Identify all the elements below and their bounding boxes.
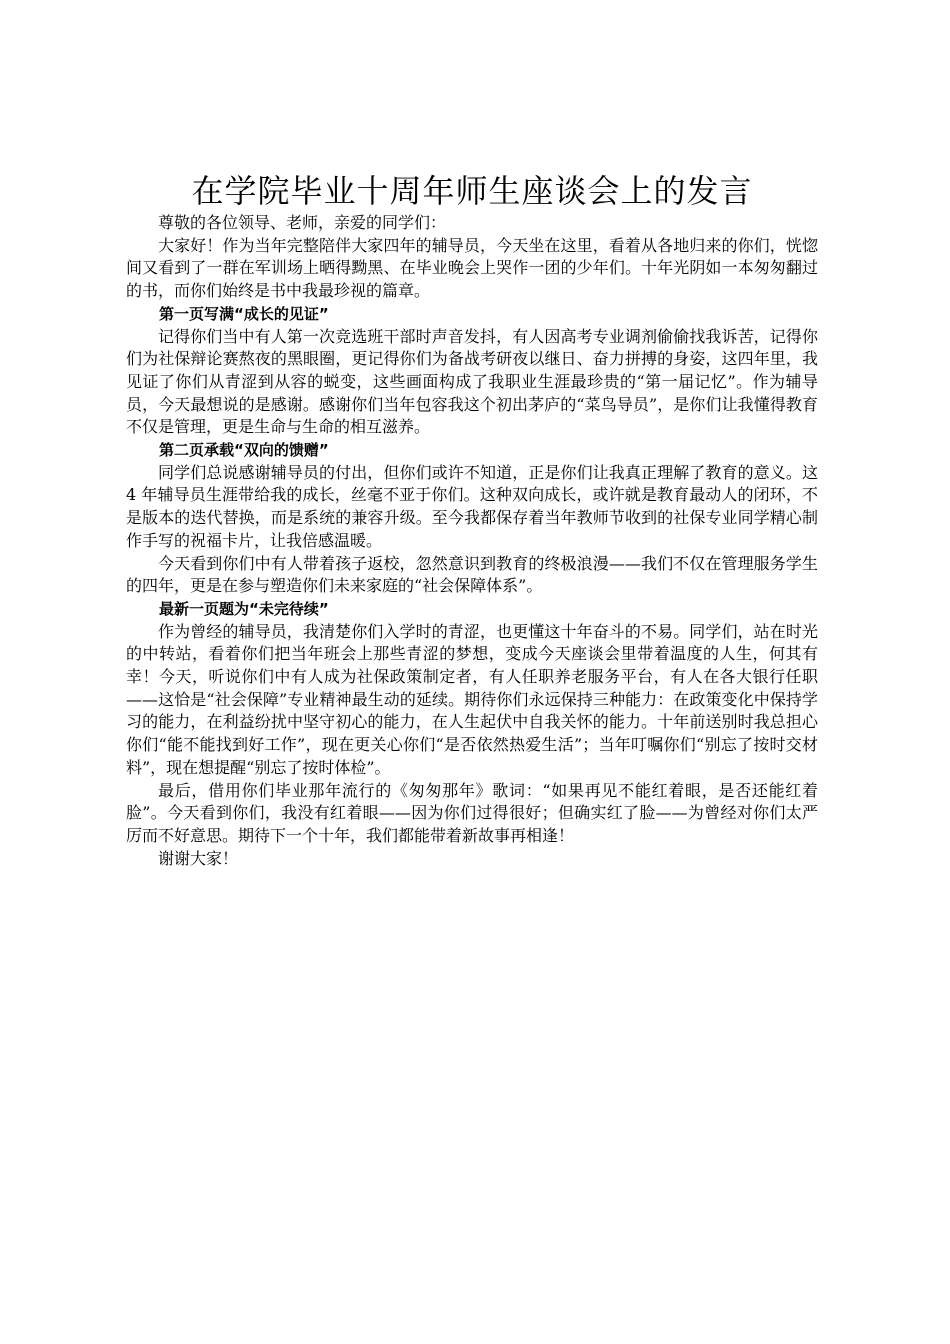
intro-paragraph: 大家好！作为当年完整陪伴大家四年的辅导员，今天坐在这里，看着从各地归来的你们，恍惚间又看到了一群在军训场上晒得黝黑、在毕业晚会上哭作一团的少年们。十年光阴如一本匆匆翻过的书，而你们始终是书中我最珍视的篇章。 xyxy=(126,235,818,301)
document-body xyxy=(126,170,818,870)
section-heading-3: 最新一页题为“未完待续” xyxy=(159,599,329,618)
section-2-paragraph-1: 同学们总说感谢辅导员的付出，但你们或许不知道，正是你们让我真正理解了教育的意义。这 4 年辅导员生涯带给我的成长，丝毫不亚于你们。这种双向成长，或许就是教育最动人的闭环，不是版本的迭代替换，而是系统的兼容升级。至今我都保存着当年教师节收到的社保专业同学精心制作手写的祝福卡片，让我倍感温暖。 xyxy=(126,462,818,550)
section-heading-2: 第二页承载“双向的馈赠” xyxy=(159,441,329,460)
section-heading-1: 第一页写满“成长的见证” xyxy=(159,304,329,323)
closing-thanks: 谢谢大家！ xyxy=(158,848,239,868)
section-1-paragraph-1: 记得你们当中有人第一次竞选班干部时声音发抖，有人因高考专业调剂偷偷找我诉苦，记得你们为社保辩论赛熬夜的黑眼圈，更记得你们为备战考研夜以继日、奋力拼搏的身姿，这四年里，我见证了你们从青涩到从容的蜕变，这些画面构成了我职业生涯最珍贵的“第一届记忆”。作为辅导员，今天最想说的是感谢。感谢你们当年包容我这个初出茅庐的“菜鸟导员”，是你们让我懂得教育不仅是管理，更是生命与生命的相互滋养。 xyxy=(126,326,818,437)
salutation: 尊敬的各位领导、老师，亲爱的同学们： xyxy=(158,213,447,232)
section-2-paragraph-2: 今天看到你们中有人带着孩子返校，忽然意识到教育的终极浪漫——我们不仅在管理服务学生的四年，更是在参与塑造你们未来家庭的“社会保障体系”。 xyxy=(126,553,818,596)
document-title: 在学院毕业十周年师生座谈会上的发言 xyxy=(191,172,753,210)
section-3-paragraph-2: 最后，借用你们毕业那年流行的《匆匆那年》歌词：“如果再见不能红着眼，是否还能红着脸”。今天看到你们，我没有红着眼——因为你们过得很好；但确实红了脸——为曾经对你们太严厉而不好意思。期待下一个十年，我们都能带着新故事再相逢！ xyxy=(126,780,818,845)
section-3-paragraph-1: 作为曾经的辅导员，我清楚你们入学时的青涩，也更懂这十年奋斗的不易。同学们，站在时光的中转站，看着你们把当年班会上那些青涩的梦想，变成今天座谈会里带着温度的人生，何其有幸！今天，听说你们中有人成为社保政策制定者，有人任职养老服务平台，有人在各大银行任职——这恰是“社会保障”专业精神最生动的延续。期待你们永远保持三种能力：在政策变化中保持学习的能力，在利益纷扰中坚守初心的能力，在人生起伏中自我关怀的能力。十年前送别时我总担心你们“能不能找到好工作”，现在更关心你们“是否依然热爱生活”；当年叮嘱你们“别忘了按时交材料”，现在想提醒“别忘了按时体检”。 xyxy=(126,621,818,777)
